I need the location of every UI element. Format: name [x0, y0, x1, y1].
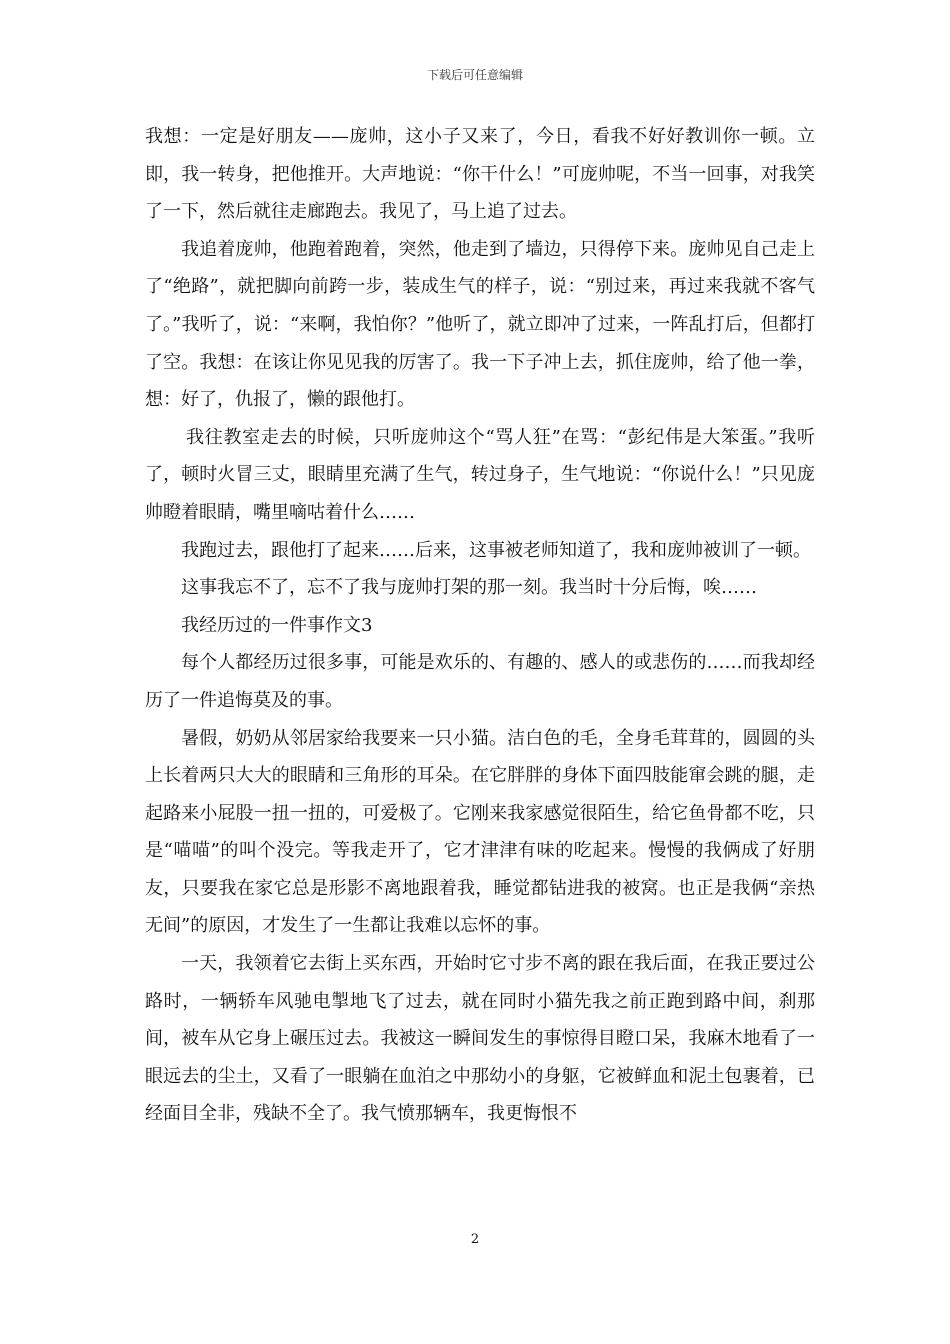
paragraph-5: 这事我忘不了，忘不了我与庞帅打架的那一刻。我当时十分后悔，唉……: [181, 577, 757, 599]
paragraph-8: 一天，我领着它去街上买东西，开始时它寸步不离的跟在我后面，在我正要过公路时，一辆轿车风驰电掣地飞了过去，就在同时小猫先我之前正跑到路中间，刹那间，被车从它身上碾压过去。我被这一瞬间发生的事惊得目瞪口呆，我麻木地看了一眼远去的尘土，又看了一眼躺在血泊之中那幼小的身躯，它被鲜血和泥土包裹着，已经面目全非，残缺不全了。我气愤那辆车，我更悔恨不: [145, 953, 815, 1125]
section-title: 我经历过的一件事作文3: [181, 614, 373, 636]
page-number: 2: [470, 1232, 480, 1247]
page-header: 下载后可任意编辑: [426, 68, 523, 82]
paragraph-4: 我跑过去，跟他打了起来……后来，这事被老师知道了，我和庞帅被训了一顿。: [181, 539, 811, 561]
paragraph-2: 我追着庞帅，他跑着跑着，突然，他走到了墙边，只得停下来。庞帅见自己走上了“绝路”，就把脚向前跨一步，装成生气的样子，说：“别过来，再过来我就不客气了。”我听了，说：“来啊，我怕你？”他听了，就立即冲了过来，一阵乱打后，但都打了空。我想：在该让你见见我的厉害了。我一下子冲上去，抓住庞帅，给了他一拳，想：好了，仇报了，懒的跟他打。: [145, 238, 815, 411]
document-body: [145, 118, 815, 1133]
paragraph-6: 每个人都经历过很多事，可能是欢乐的、有趣的、感人的或悲伤的……而我却经历了一件追悔莫及的事。: [145, 652, 815, 711]
paragraph-7: 暑假，奶奶从邻居家给我要来一只小猫。洁白色的毛，全身毛茸茸的，圆圆的头上长着两只大大的眼睛和三角形的耳朵。在它胖胖的身体下面四肢能窜会跳的腿，走起路来小屁股一扭一扭的，可爱极了。它刚来我家感觉很陌生，给它鱼骨都不吃，只是“喵喵”的叫个没完。等我走开了，它才津津有味的吃起来。慢慢的我俩成了好朋友，只要我在家它总是形影不离地跟着我，睡觉都钻进我的被窝。也正是我俩“亲热无间”的原因，才发生了一生都让我难以忘怀的事。: [145, 727, 815, 937]
paragraph-3: 我往教室走去的时候，只听庞帅这个“骂人狂”在骂：“彭纪伟是大笨蛋。”我听了，顿时火冒三丈，眼睛里充满了生气，转过身子，生气地说：“你说什么！”只见庞帅瞪着眼睛，嘴里嘀咕着什么……: [145, 426, 815, 523]
paragraph-1: 我想：一定是好朋友——庞帅，这小子又来了，今日，看我不好好教训你一顿。立即，我一转身，把他推开。大声地说：“你干什么！”可庞帅呢，不当一回事，对我笑了一下，然后就往走廊跑去。我见了，马上追了过去。: [145, 126, 815, 223]
